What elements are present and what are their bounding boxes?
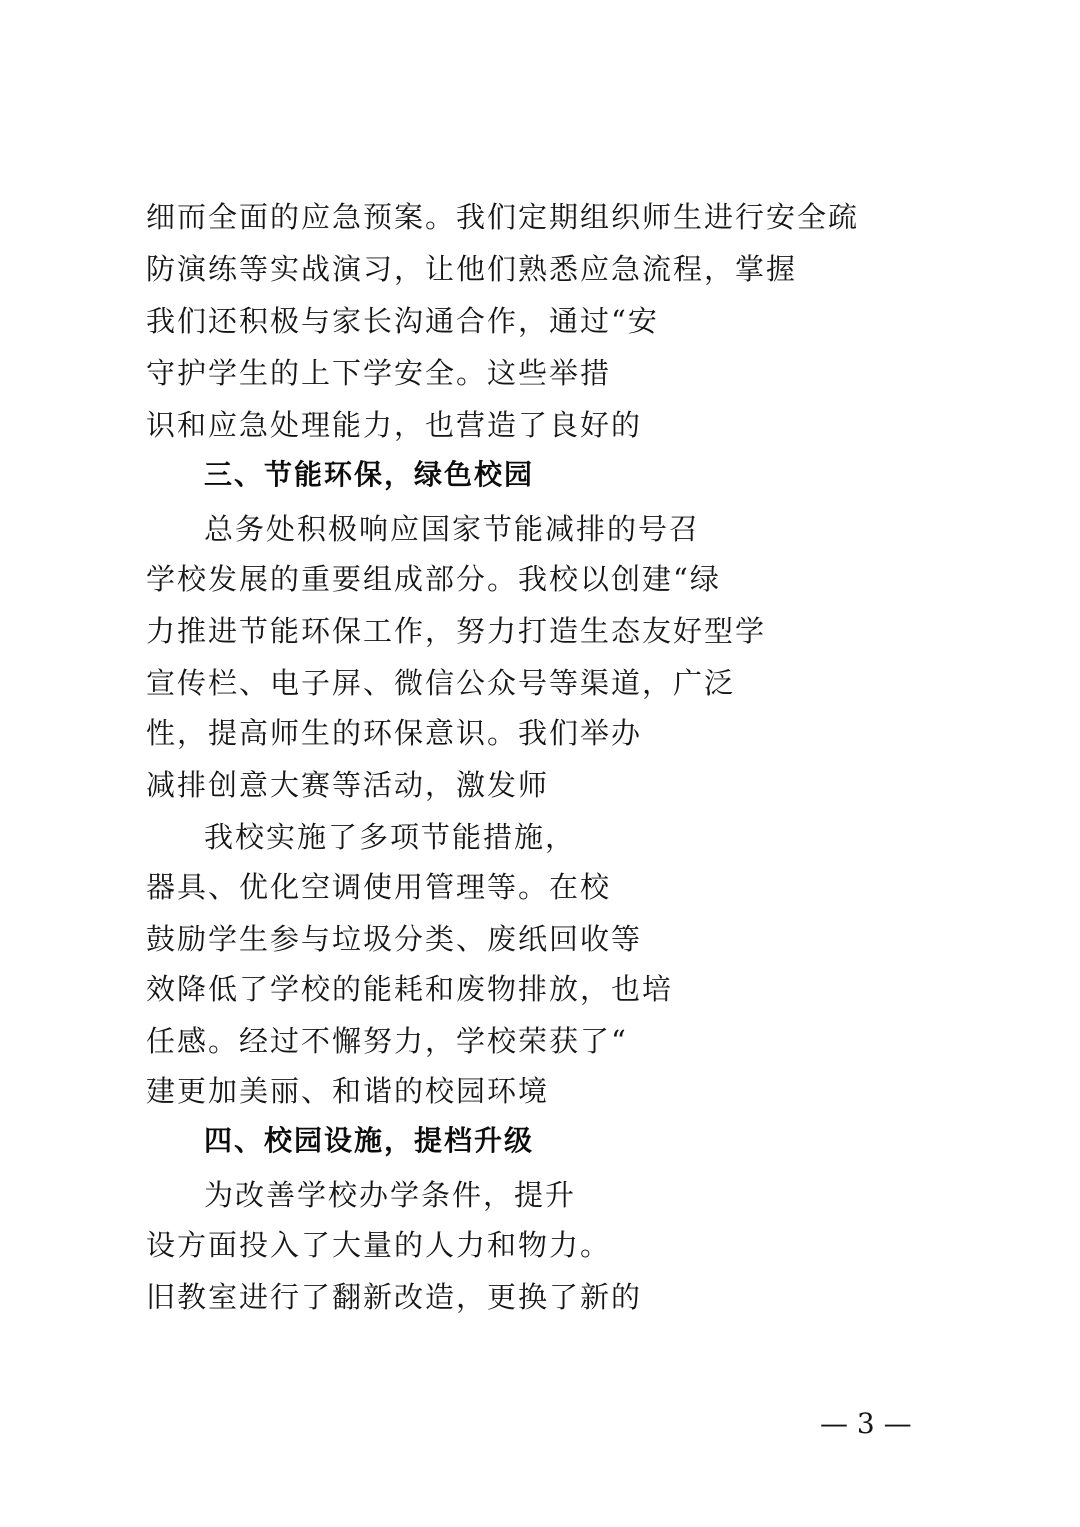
text-line-9: 力推进节能环保工作，努力打造生态友好型学 [146, 614, 767, 648]
text-line-21: 设方面投入了大量的人力和物力。 [146, 1228, 612, 1262]
text-line-10: 宣传栏、电子屏、微信公众号等渠道，广泛 [146, 666, 736, 700]
text-line-15: 鼓励学生参与垃圾分类、废纸回收等 [146, 922, 643, 956]
text-line-20: 为改善学校办学条件，提升 [204, 1178, 577, 1212]
text-line-11: 性，提高师生的环保意识。我们举办 [146, 716, 643, 750]
text-line-2: 防演练等实战演习，让他们熟悉应急流程，掌握 [146, 252, 798, 286]
page-number: — 3 — [820, 1407, 912, 1440]
text-line-17: 任感。经过不懈努力，学校荣获了“ [146, 1024, 628, 1058]
text-line-13: 我校实施了多项节能措施， [204, 820, 577, 854]
text-line-1: 细而全面的应急预案。我们定期组织师生进行安全疏 [146, 200, 860, 234]
text-line-3: 我们还积极与家长沟通合作，通过“安 [146, 304, 659, 338]
section-heading-4: 四、校园设施，提档升级 [204, 1124, 535, 1157]
text-line-8: 学校发展的重要组成部分。我校以创建“绿 [146, 562, 721, 596]
text-line-7: 总务处积极响应国家节能减排的号召 [204, 512, 701, 546]
text-line-22: 旧教室进行了翻新改造，更换了新的 [146, 1280, 643, 1314]
text-line-14: 器具、优化空调使用管理等。在校 [146, 870, 612, 904]
section-heading-3: 三、节能环保，绿色校园 [204, 458, 535, 491]
text-line-4: 守护学生的上下学安全。这些举措 [146, 356, 612, 390]
text-line-5: 识和应急处理能力，也营造了良好的 [146, 408, 643, 442]
text-line-18: 建更加美丽、和谐的校园环境 [146, 1074, 550, 1108]
text-line-16: 效降低了学校的能耗和废物排放，也培 [146, 972, 674, 1006]
text-line-12: 减排创意大赛等活动，激发师 [146, 768, 550, 802]
